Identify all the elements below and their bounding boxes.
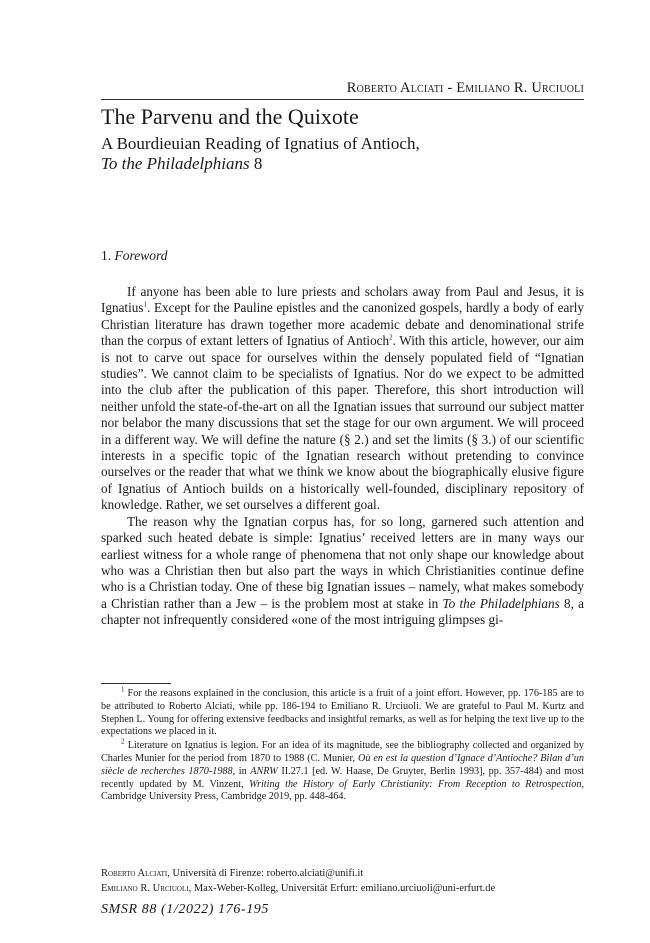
affiliation-1: [101, 867, 495, 882]
subtitle-chapter: 8: [249, 153, 263, 173]
affiliation-1-name: Roberto Alciati: [101, 868, 168, 879]
footnote-rule: [101, 683, 171, 684]
footnote-2-marker: 2: [121, 737, 125, 746]
header-rule: [101, 99, 584, 100]
affiliation-2: [101, 882, 495, 897]
footnote-ref-1: 1: [143, 301, 147, 310]
body-text: [101, 284, 584, 629]
footnote-2: [101, 737, 584, 804]
subtitle-italic: To the Philadelphians: [101, 153, 250, 173]
footnotes: [101, 685, 584, 805]
journal-issue: 88 (1/2022) 176-195: [137, 902, 270, 917]
section-title: Foreword: [114, 248, 168, 263]
author-affiliations: [101, 867, 495, 896]
running-header-authors: Roberto Alciati - Emiliano R. Urciuoli: [346, 80, 584, 96]
subtitle-line-1: A Bourdieuian Reading of Ignatius of Antioch,: [101, 134, 420, 153]
affiliation-1-detail: , Università di Firenze: roberto.alciati@unifi.it: [167, 868, 364, 879]
paragraph-2-italic: To the Philadelphians: [442, 595, 560, 611]
paragraph-1-part-1: If anyone has been able to lure priests and scholars away from Paul and Jesus, it is Ignatius: [101, 284, 584, 316]
footnote-2-anrw: ANRW: [250, 765, 278, 777]
footnote-2-text-e: II.27.1 [ed. W. Haase, De Gruyter, Berlin 1993], pp. 357-484) and most recently updated by M. Vinzent,: [101, 765, 584, 790]
section-heading: [101, 248, 168, 264]
paragraph-1-part-2: . Except for the Pauline epistles and the canonized gospels, hardly a body of early Christian literature has drawn together more academic debate and denominational strife than the corpus of extant letters of Ignatius of Antioch: [101, 300, 584, 349]
subtitle-line-2: [101, 154, 420, 174]
article-title: The Parvenu and the Quixote: [101, 104, 359, 129]
footnote-1-marker: 1: [121, 685, 125, 694]
footnote-2-text-g: , Cambridge University Press, Cambridge 2019, pp. 448-464.: [101, 778, 584, 803]
affiliation-2-detail: , Max-Weber-Kolleg, Universität Erfurt: emiliano.urciuoli@uni-erfurt.de: [188, 882, 496, 894]
footnote-ref-2: 2: [389, 333, 393, 342]
footnote-1: [101, 685, 584, 739]
paragraph-2-part-1: The reason why the Ignatian corpus has, for so long, garnered such attention and sparked such heated debate is simple: Ignatius’ received letters are in many ways our earliest witness for a whole range of phenomena that not only shape our knowledge about who was a Christian then but also part the ways in which Christianities continue define who is a Christian today. One of these big Ignatian issues – namely, what makes somebody a Christian rather than a Jew – is the problem most at stake in: [101, 513, 584, 611]
article-subtitle: [101, 134, 420, 173]
footnote-2-title-munier: Où en est la question d’Ignace d’Antioche? Bilan d’un siècle de recherches 1870-1988: [101, 752, 584, 777]
paragraph-1-part-3: . With this article, however, our aim is not to carve out space for ourselves within the densely populated field of “Ignatian studies”. We cannot claim to be specialists of Ignatius. Nor do we expect to be admitted into the club after the publication of this paper. Therefore, this short introduction will neither unfold the state-of-the-art on all the Ignatian issues that surround our subject matter nor belabor the many discussions that set the stage for our own argument. We will proceed in a different way. We will define the nature (§ 2.) and set the limits (§ 3.) of our scientific interests in a specific topic of the Ignatian research without pretending to convince ourselves or the reader that what we think we know about the biographically elusive figure of Ignatius of Antioch builds on a historically well-founded, disciplinary repository of knowledge. Rather, we set ourselves a different goal.: [101, 333, 585, 513]
footnote-2-text-c: , in: [232, 765, 251, 777]
paragraph-1: [101, 284, 584, 514]
affiliation-2-name: Emiliano R. Urciuoli: [101, 882, 189, 894]
journal-abbrev: SMSR: [101, 902, 138, 917]
paragraph-2-part-2: 8, a chapter not infrequently considered «one of the most intriguing glimpses gi-: [101, 595, 584, 628]
footnote-1-text: For the reasons explained in the conclusion, this article is a fruit of a joint effort. However, pp. 176-185 are to be attributed to Roberto Alciati, while pp. 186-194 to Emiliano R. Urciuoli. We are grateful to Paul M. Kurtz and Stephen L. Young for offering extensive feedbacks and insightful remarks, as well as for helping the text live up to the expectations we placed in it.: [101, 688, 584, 738]
section-number: 1.: [101, 248, 115, 263]
journal-reference: [101, 902, 269, 918]
paragraph-2: [101, 514, 584, 629]
footnote-2-text-a: Literature on Ignatius is legion. For an idea of its magnitude, see the bibliography collected and organized by Charles Munier for the period from 1870 to 1988 (C. Munier,: [101, 740, 584, 764]
footnote-2-title-vinzent: Writing the History of Early Christianity: From Reception to Retrospection: [249, 778, 582, 790]
